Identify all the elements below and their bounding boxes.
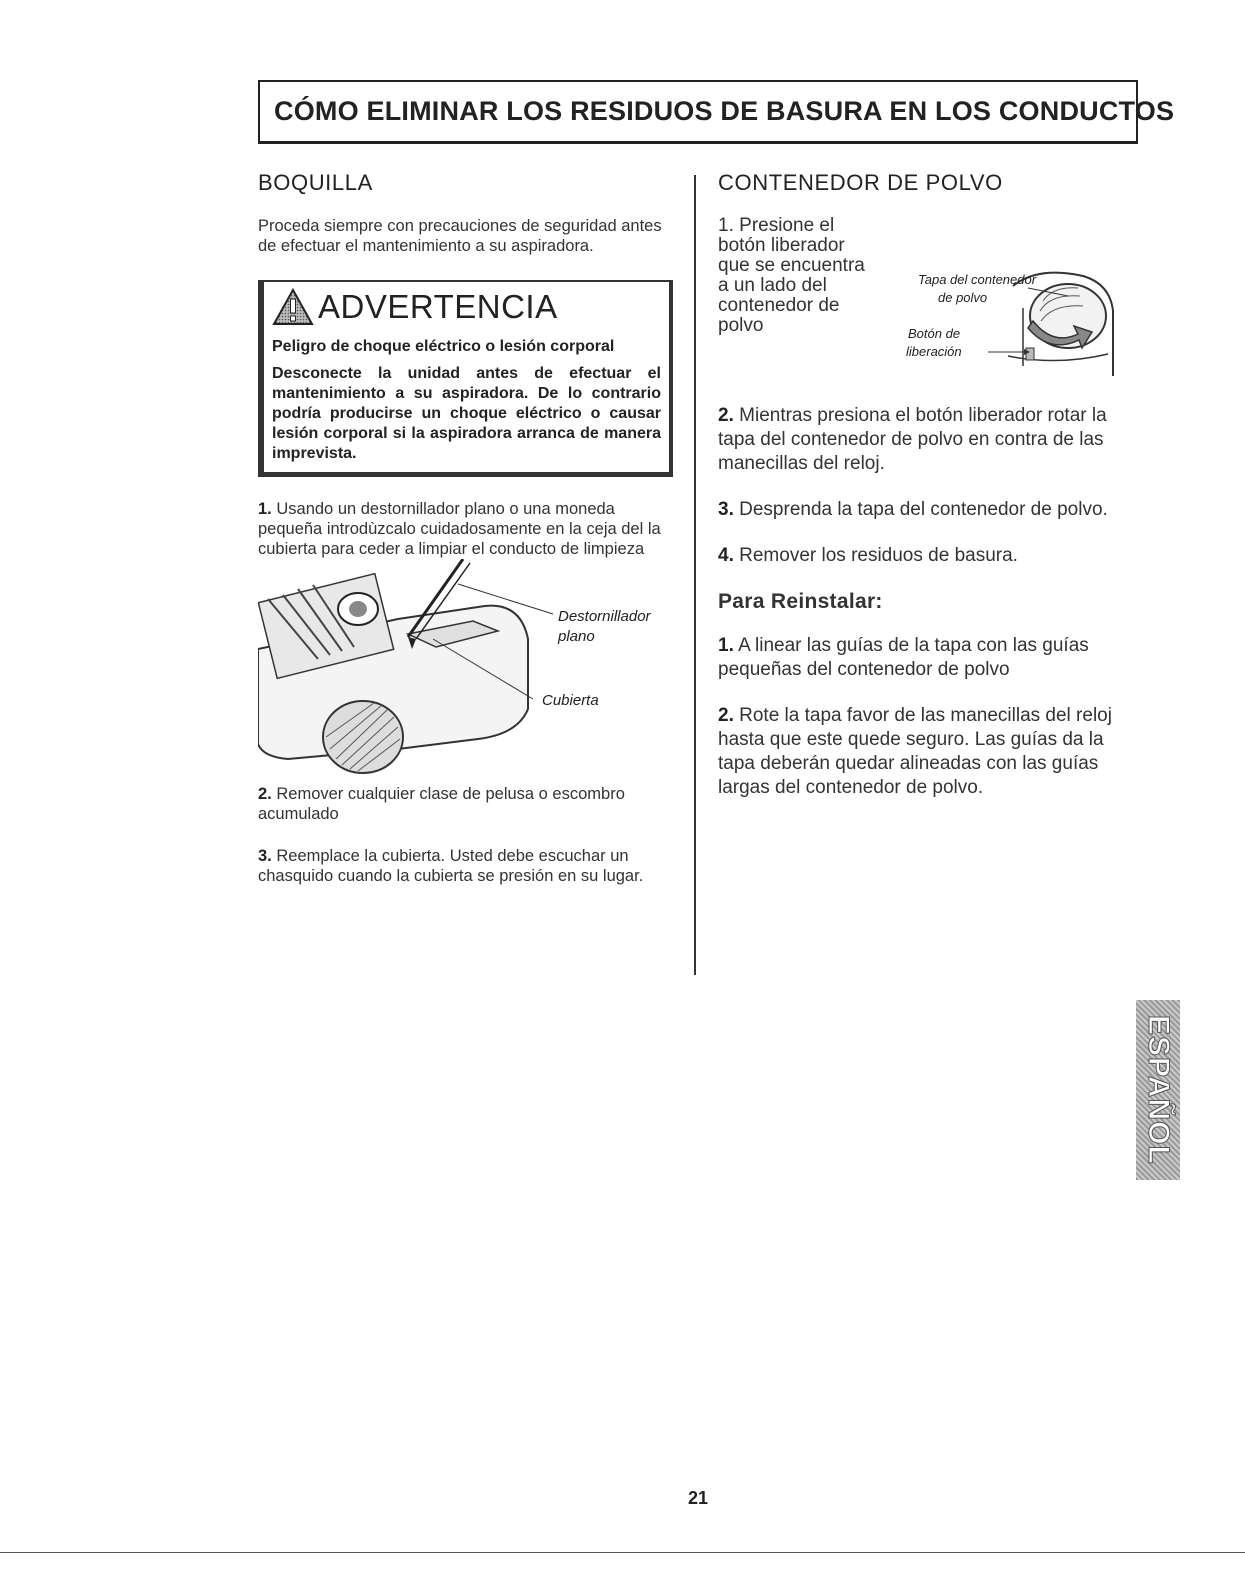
page-number: 21 [688, 1488, 709, 1508]
step-number: 4. [718, 545, 734, 566]
step-number: 1. [718, 635, 734, 656]
step-number: 3. [258, 847, 272, 865]
reinstall-heading: Para Reinstalar: [718, 590, 883, 613]
step-number: 1. [258, 500, 272, 518]
step-text: Remover cualquier clase de pelusa o escombro acumulado [258, 785, 625, 823]
step-number: 2. [718, 405, 734, 426]
reinstall-step-2 [718, 704, 1138, 800]
step-number: 2. [258, 785, 272, 803]
boquilla-step-3 [258, 846, 673, 886]
page-header [258, 80, 1175, 144]
step-text: Presione el botón liberador que se encuentra a un lado del contenedor de polvo [718, 215, 865, 336]
label-screwdriver-1: Destornillador [558, 608, 651, 625]
contenedor-step-2 [718, 404, 1138, 476]
boquilla-step-1 [258, 499, 673, 559]
label-button-1: Botón de [908, 326, 961, 341]
language-side-tab [1136, 1000, 1180, 1180]
column-divider [694, 175, 696, 975]
reinstall-step-1 [718, 634, 1138, 682]
step-number: 2. [718, 705, 734, 726]
step-text: A linear las guías de la tapa con las guías pequeñas del contenedor de polvo [718, 635, 1089, 680]
step-text: Remover los residuos de basura. [739, 545, 1018, 566]
contenedor-step-3 [718, 498, 1138, 522]
warning-header [272, 288, 661, 326]
warning-text: Desconecte la unidad antes de efectuar el mantenimiento a su aspiradora. De lo contrario podría producirse un choque eléctrico o causar lesión corporal si la aspiradora arranca de manera imprevista. [272, 365, 661, 462]
right-column [718, 168, 1138, 800]
side-tab-label: ESPAÑOL [1142, 1015, 1175, 1165]
step-number: 3. [718, 499, 734, 520]
step-text: Rote la tapa favor de las manecillas del reloj hasta que este quede seguro. Las guías da la tapa deberán quedar alineadas con las guías largas del contenedor de polvo. [718, 705, 1112, 798]
boquilla-step-2 [258, 784, 673, 824]
warning-subtitle: Peligro de choque eléctrico o lesión corporal [272, 338, 615, 355]
warning-box [258, 280, 673, 477]
step-text: Usando un destornillador plano o una moneda pequeña introdùzcalo cuidadosamente en la ceja del la cubierta para ceder a limpiar el conducto de limpieza [258, 500, 661, 558]
step-text: Mientras presiona el botón liberador rotar la tapa del contenedor de polvo en contra de las manecillas del reloj. [718, 405, 1107, 474]
step-text: Reemplace la cubierta. Usted debe escuchar un chasquido cuando la cubierta se presión en su lugar. [258, 847, 644, 885]
contenedor-step-1 [718, 216, 878, 336]
contenedor-heading: CONTENEDOR DE POLVO [718, 170, 1003, 195]
step1-block [718, 216, 1138, 386]
warning-title: ADVERTENCIA [318, 288, 558, 325]
nozzle-illustration [258, 559, 678, 774]
label-lid-1: Tapa del contenedor [918, 272, 1037, 287]
label-cover: Cubierta [542, 692, 599, 709]
page-title: CÓMO ELIMINAR LOS RESIDUOS DE BASURA EN LOS CONDUCTOS [274, 96, 1175, 126]
step-text: Desprenda la tapa del contenedor de polvo. [739, 499, 1108, 520]
dust-cup-illustration [878, 216, 1128, 386]
boquilla-heading: BOQUILLA [258, 170, 373, 195]
label-screwdriver-2: plano [558, 628, 595, 645]
step-number: 1. [718, 215, 734, 236]
boquilla-intro: Proceda siempre con precauciones de seguridad antes de efectuar el mantenimiento a su aspiradora. [258, 217, 662, 255]
contenedor-step-4 [718, 544, 1138, 568]
label-lid-2: de polvo [938, 290, 988, 305]
warning-triangle-icon [272, 288, 314, 326]
left-column [258, 168, 673, 886]
label-button-2: liberación [906, 344, 962, 359]
bottom-rule [0, 1552, 1245, 1553]
